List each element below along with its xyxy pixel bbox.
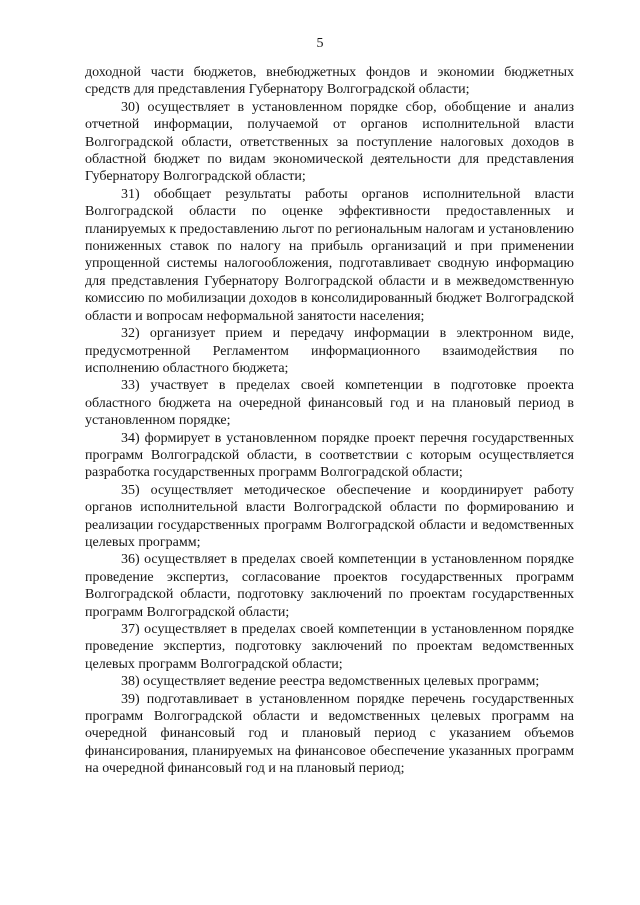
document-body bbox=[85, 64, 574, 778]
paragraph-item-38: 38) осуществляет ведение реестра ведомственных целевых программ; bbox=[121, 674, 540, 690]
paragraph-item-35: 35) осуществляет методическое обеспечение и координирует работу органов исполнительной власти Волгоградской области по формированию и реализации государственных программ Волгоградской области и ведомственных целевых программ; bbox=[85, 482, 574, 550]
paragraph-item-30: 30) осуществляет в установленном порядке сбор, обобщение и анализ отчетной информации, получаемой от органов исполнительной власти Волгоградской области, ответственных за поступление налоговых доходов в областной бюджет по видам экономической деятельности для представления Губернатору Волгоградской области; bbox=[85, 99, 574, 185]
paragraph-continuation: доходной части бюджетов, внебюджетных фондов и экономии бюджетных средств для представления Губернатору Волгоградской области; bbox=[85, 65, 574, 98]
paragraph-item-33: 33) участвует в пределах своей компетенции в подготовке проекта областного бюджета на очередной финансовый год и на плановый период в установленном порядке; bbox=[85, 378, 574, 429]
paragraph-item-36: 36) осуществляет в пределах своей компетенции в установленном порядке проведение экспертиз, согласование проектов государственных программ Волгоградской области, подготовку заключений по проектам государственных программ Волгоградской области; bbox=[85, 552, 574, 620]
paragraph-item-31: 31) обобщает результаты работы органов исполнительной власти Волгоградской области по оценке эффективности предоставленных и планируемых к предоставлению льгот по региональным налогам и установлению пониженных ставок по налогу на прибыль организаций и при применении упрощенной системы налогообложения, подготавливает сводную информацию для представления Губернатору Волгоградской области и в межведомственную комиссию по мобилизации доходов в консолидированный бюджет Волгоградской области и вопросам неформальной занятости населения; bbox=[85, 186, 574, 324]
page-number: 5 bbox=[316, 36, 324, 51]
paragraph-item-39: 39) подготавливает в установленном порядке перечень государственных программ Волгоградской области и ведомственных целевых программ на очередной финансовый год и плановый период с указанием объемов финансирования, планируемых на финансовое обеспечение указанных программ на очередной финансовый год и на плановый период; bbox=[85, 691, 574, 777]
paragraph-item-37: 37) осуществляет в пределах своей компетенции в установленном порядке проведение экспертиз, подготовку заключений по проектам ведомственных целевых программ Волгоградской области; bbox=[85, 622, 574, 672]
paragraph-item-32: 32) организует прием и передачу информации в электронном виде, предусмотренной Регламентом информационного взаимодействия по исполнению областного бюджета; bbox=[85, 326, 574, 376]
paragraph-item-34: 34) формирует в установленном порядке проект перечня государственных программ Волгоградской области, в соответствии с которым осуществляется разработка государственных программ Волгоградской области; bbox=[85, 430, 574, 481]
